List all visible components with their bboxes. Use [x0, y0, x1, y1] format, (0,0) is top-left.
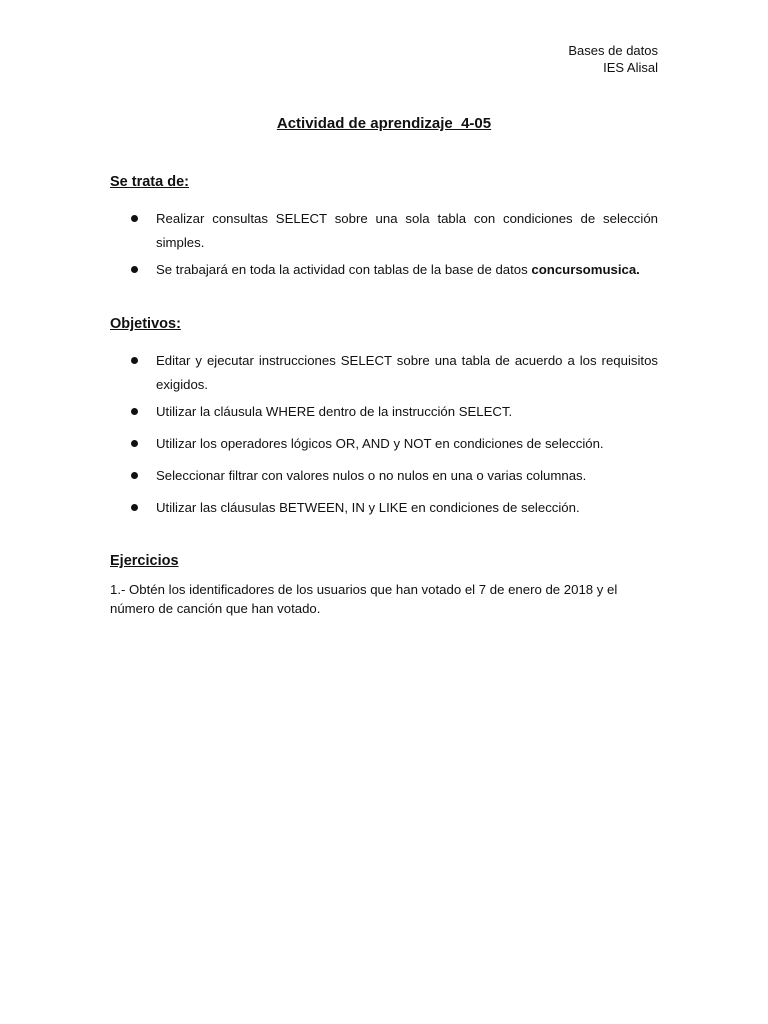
- list-item-text: Utilizar la cláusula WHERE dentro de la instrucción SELECT.: [156, 404, 513, 419]
- list-item: [110, 400, 658, 424]
- list-item: [110, 207, 658, 255]
- section-heading-objetivos: Objetivos:: [110, 316, 181, 332]
- bullet-dot-icon: [131, 472, 138, 479]
- database-name: concursomusica.: [531, 262, 640, 277]
- list-item: [110, 258, 658, 282]
- bullet-dot-icon: [131, 266, 138, 273]
- page-header: [568, 42, 658, 76]
- list-item: [110, 432, 658, 456]
- list-item: [110, 496, 658, 520]
- list-item: [110, 464, 658, 488]
- bullet-dot-icon: [131, 504, 138, 511]
- header-subject: Bases de datos: [568, 43, 658, 58]
- section-list-objetivos: [110, 349, 658, 520]
- bullet-dot-icon: [131, 357, 138, 364]
- bullet-dot-icon: [131, 408, 138, 415]
- section-heading-ejercicios: Ejercicios: [110, 553, 179, 569]
- list-item-text: Realizar consultas SELECT sobre una sola tabla con condiciones de selección simples.: [156, 211, 658, 250]
- list-item-text: Se trabajará en toda la actividad con tablas de la base de datos: [156, 262, 532, 277]
- exercise-1: 1.- Obtén los identificadores de los usuarios que han votado el 7 de enero de 2018 y el número de canción que han votado.: [110, 582, 618, 616]
- header-school: IES Alisal: [603, 60, 658, 75]
- section-heading-se-trata-de: Se trata de:: [110, 174, 189, 190]
- list-item-text: Editar y ejecutar instrucciones SELECT sobre una tabla de acuerdo a los requisitos exigidos.: [156, 353, 658, 392]
- list-item-text: Utilizar las cláusulas BETWEEN, IN y LIKE en condiciones de selección.: [156, 500, 580, 515]
- bullet-dot-icon: [131, 440, 138, 447]
- list-item-text: Seleccionar filtrar con valores nulos o no nulos en una o varias columnas.: [156, 468, 587, 483]
- section-list-se-trata-de: [110, 207, 658, 282]
- list-item: [110, 349, 658, 397]
- list-item-text: Utilizar los operadores lógicos OR, AND y NOT en condiciones de selección.: [156, 436, 604, 451]
- document-title: Actividad de aprendizaje 4-05: [276, 115, 492, 132]
- bullet-dot-icon: [131, 215, 138, 222]
